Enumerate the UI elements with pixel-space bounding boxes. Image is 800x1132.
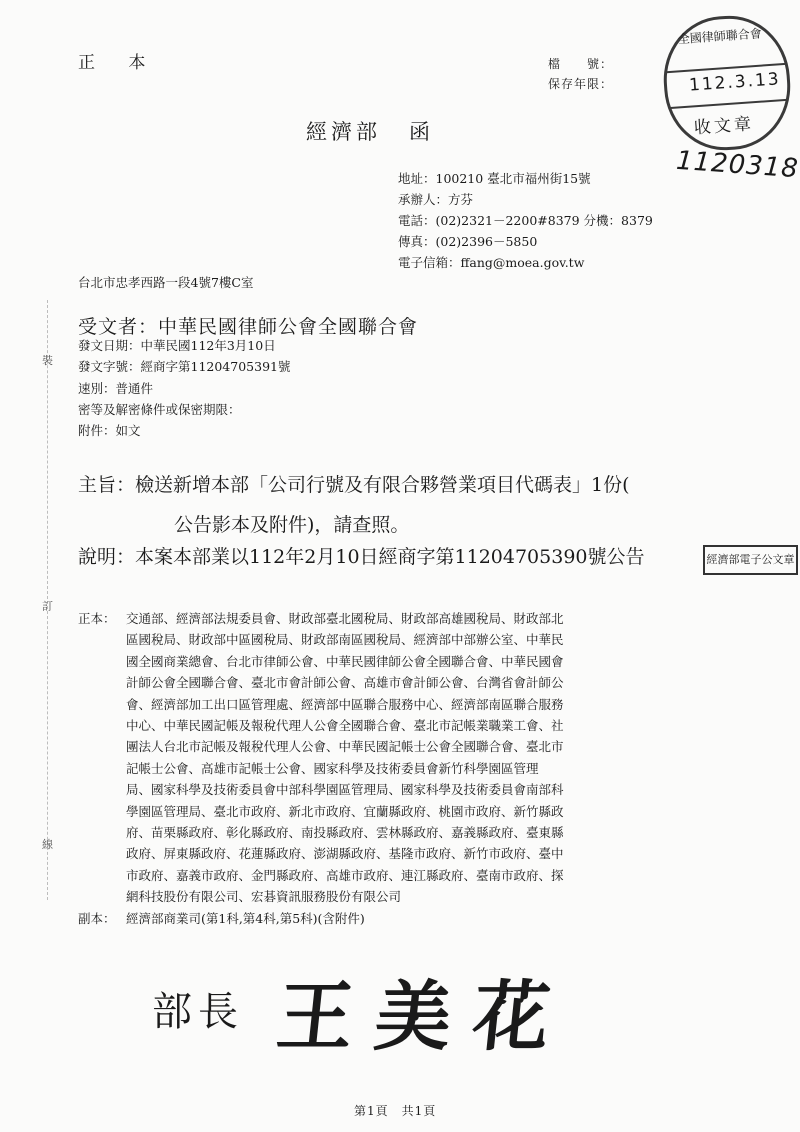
original-line: 府、苗栗縣政府、彰化縣政府、南投縣政府、雲林縣政府、嘉義縣政府、臺東縣 xyxy=(126,825,564,841)
original-line: 團法人台北市記帳及報稅代理人公會、中華民國記帳士公會全國聯合會、臺北市 xyxy=(126,739,564,755)
original-line: 計師公會全國聯合會、臺北市會計師公會、高雄市會計師公會、台灣省會計師公 xyxy=(126,675,564,691)
retention-label: 保存年限： xyxy=(548,77,614,91)
contact-officer: 承辦人：方芬 xyxy=(398,192,474,207)
contact-fax: 傳真：(02)2396－5850 xyxy=(398,234,538,249)
attachment: 附件：如文 xyxy=(78,423,141,439)
copy-line: 經濟部商業司(第1科,第4科,第5科)(含附件) xyxy=(126,910,365,926)
subject-line-1: 主旨：檢送新增本部「公司行號及有限合夥營業項目代碼表」1份( xyxy=(78,474,630,496)
original-label: 正本： xyxy=(78,611,116,626)
contact-phone: 電話：(02)2321－2200#8379 分機：8379 xyxy=(398,213,653,228)
recipient-address: 台北市忠孝西路一段4號7樓C室 xyxy=(78,275,254,290)
original-line: 區國稅局、財政部中區國稅局、財政部南區國稅局、經濟部中部辦公室、中華民 xyxy=(126,632,564,648)
stamp-ring-text: 全國律師聯合會 xyxy=(677,26,763,47)
contact-block xyxy=(398,168,653,273)
original-line: 網科技股份有限公司、宏碁資訊服務股份有限公司 xyxy=(126,889,402,905)
original-first-line xyxy=(78,608,564,629)
document-title xyxy=(306,116,434,146)
copy-mark: 正 本 xyxy=(78,53,160,73)
original-line: 學園區管理局、臺北市政府、新北市政府、宜蘭縣政府、桃園市政府、新竹縣政 xyxy=(126,803,564,819)
speed: 速別：普通件 xyxy=(78,380,154,396)
original-line: 政府、屏東縣政府、花蓮縣政府、澎湖縣政府、基隆市政府、新竹市政府、臺中 xyxy=(126,846,564,862)
contact-address: 地址：100210 臺北市福州街15號 xyxy=(398,171,591,186)
minister-signature: 王美花 xyxy=(272,972,577,1061)
ministry-name: 經濟部 xyxy=(306,120,381,144)
file-number-label: 檔 號： xyxy=(548,57,614,71)
original-line: 市政府、嘉義市政府、金門縣政府、高雄市政府、連江縣政府、臺南市政府、探 xyxy=(126,867,564,883)
subject xyxy=(78,465,630,545)
minister-title: 部長 xyxy=(152,989,244,1035)
subject-line-2: 公告影本及附件)，請查照。 xyxy=(174,514,410,536)
original-line: 交通部、經濟部法規委員會、財政部臺北國稅局、財政部高雄國稅局、財政部北 xyxy=(126,611,564,626)
contact-email: 電子信箱：ffang@moea.gov.tw xyxy=(398,255,585,270)
document-kind: 函 xyxy=(409,120,434,144)
recipient: 受文者：中華民國律師公會全國聯合會 xyxy=(78,316,419,338)
original-line: 記帳士公會、高雄市記帳士公會、國家科學及技術委員會新竹科學園區管理 xyxy=(126,760,539,776)
page-number: 第1頁 共1頁 xyxy=(354,1104,437,1118)
secrecy: 密等及解密條件或保密期限： xyxy=(78,401,241,417)
explanation: 說明：本案本部業以112年2月10日經商字第11204705390號公告 xyxy=(78,546,645,568)
original-line: 會、經濟部加工出口區管理處、經濟部中區聯合服務中心、經濟部南區聯合服務 xyxy=(126,696,564,712)
original-line: 中心、中華民國記帳及報稅代理人公會全國聯合會、臺北市記帳業職業工會、社 xyxy=(126,718,564,734)
copy-line-row xyxy=(78,908,564,929)
file-meta xyxy=(548,54,613,94)
electronic-seal-stamp: 經濟部電子公文章 xyxy=(703,545,798,575)
margin-order-label: 訂 xyxy=(42,600,53,613)
copy-label: 副本： xyxy=(78,910,116,926)
doc-number: 發文字號：經商字第11204705391號 xyxy=(78,359,291,375)
original-line: 局、國家科學及技術委員會中部科學園區管理局、國家科學及技術委員會南部科 xyxy=(126,782,564,798)
received-stamp xyxy=(659,12,794,154)
handwritten-number: 1120318 xyxy=(675,145,800,185)
stamp-date: 112.3.13 xyxy=(688,69,782,96)
meta-block xyxy=(78,335,290,441)
distribution-list xyxy=(78,608,564,929)
stamp-received-label: 收文章 xyxy=(693,114,755,139)
margin-line-label: 線 xyxy=(42,838,53,851)
issue-date: 發文日期：中華民國112年3月10日 xyxy=(78,338,276,353)
original-line: 國全國商業總會、台北市律師公會、中華民國律師公會全國聯合會、中華民國會 xyxy=(126,653,564,669)
margin-bind-label: 裝 xyxy=(42,354,53,367)
